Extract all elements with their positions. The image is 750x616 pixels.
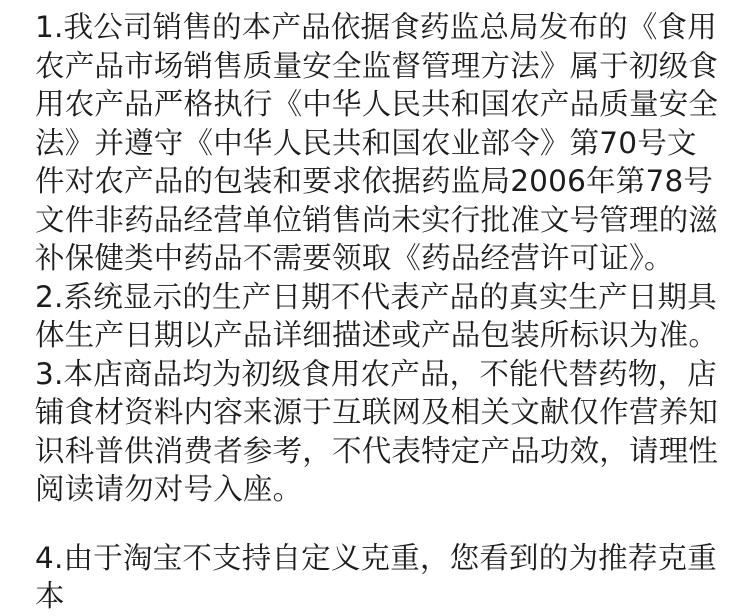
notice-paragraph-3: 3.本店商品均为初级食用农产品，不能代替药物，店铺食材资料内容来源于互联网及相关文献仅作营养知识科普供消费者参考，不代表特定产品功效，请理性阅读请勿对号入座。 <box>35 356 719 506</box>
notice-text-block <box>35 8 725 616</box>
notice-paragraph-4: 4.由于淘宝不支持自定义克重，您看到的为推荐克重本 <box>35 540 717 613</box>
notice-paragraph-2: 2.系统显示的生产日期不代表产品的真实生产日期具体生产日期以产品详细描述或产品包装所标识为准。 <box>35 279 719 352</box>
notice-paragraph-1: 1.我公司销售的本产品依据食药监总局发布的《食用农产品市场销售质量安全监督管理方法》属于初级食用农产品严格执行《中华人民共和国农产品质量安全法》并遵守《中华人民共和国农业部令》第70号文件对农产品的包装和要求依据药监局2006年第78号文件非药品经营单位销售尚未实行批准文号管理的滋补保健类中药品不需要领取《药品经营许可证》。 <box>35 10 719 275</box>
